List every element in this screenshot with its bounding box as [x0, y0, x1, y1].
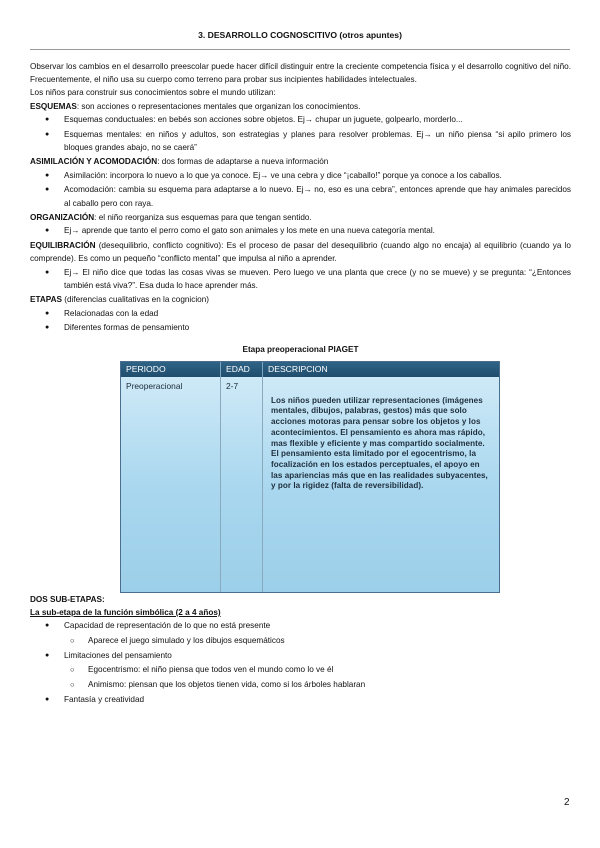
list-item: ● Esquemas mentales: en niños y adultos, son estrategias y planes para resolver problemas. Ej→ un niño piensa “si apilo primero los bloques grandes abajo, no se caerá”: [30, 128, 571, 154]
etapas-list: [30, 307, 571, 335]
subetapas-list: [30, 649, 571, 662]
organizacion-label: ORGANIZACIÓN: [30, 213, 95, 223]
cell-descripcion: [263, 377, 499, 592]
page-title: 3. DESARROLLO COGNOSCITIVO (otros apuntes): [198, 30, 402, 40]
sublist-item: ○ Egocentrismo: el niño piensa que todos ven el mundo como lo ve él: [30, 663, 571, 676]
equilibracion-text: (desequilibrio, conflicto cognitivo): Es el proceso de pasar del desequilibrio (cuando algo no encaja) al equilibrio (cuando ya lo comprende). Es como un pequeño “conflicto mental” que impulsa al niño a aprender.: [30, 241, 571, 264]
table-header: [121, 362, 499, 377]
list-item: ● Asimilación: incorpora lo nuevo a lo que ya conoce. Ej→ ve una cebra y dice “¡caballo!” porque ya conoce a los caballos.: [30, 169, 571, 182]
list-item: ● Ej→ El niño dice que todas las cosas vivas se mueven. Pero luego ve una planta que crece (y no se mueve) y se pregunta: “¿Entonces también está viva?”. Esa duda lo hace aprender más.: [30, 266, 571, 292]
equilibracion-definition: [30, 239, 571, 265]
esquemas-list: [30, 113, 571, 154]
subetapas-sublist: [30, 634, 571, 647]
asimilacion-label: ASIMILACIÓN Y ACOMODACIÓN: [30, 157, 158, 167]
organizacion-list: [30, 224, 571, 237]
subetapa-subheading: La sub-etapa de la función simbólica (2 a 4 años): [30, 607, 221, 617]
esquemas-text: : son acciones o representaciones mentales que organizan los conocimientos.: [76, 101, 361, 111]
intro-lead: Los niños para construir sus conocimientos sobre el mundo utilizan:: [30, 88, 276, 98]
header-divider: [30, 49, 570, 50]
etapas-label: ETAPAS: [30, 295, 62, 305]
esquemas-definition: [30, 100, 571, 113]
etapas-text: (diferencias cualitativas en la cognicion): [62, 295, 209, 305]
asimilacion-text: : dos formas de adaptarse a nueva información: [157, 157, 329, 167]
document-body: [30, 60, 571, 707]
piaget-stage-table: [120, 361, 500, 593]
header-edad: EDAD: [221, 362, 263, 377]
intro-paragraph: Observar los cambios en el desarrollo preescolar puede hacer difícil distinguir entre la creciente competencia física y el desarrollo cognitivo del niño. Frecuentemente, el niño usa su cuerpo como terreno para probar sus incipientes habilidades intelectuales.: [30, 62, 571, 85]
esquemas-label: ESQUEMAS: [30, 101, 77, 111]
table-row: [121, 377, 499, 592]
subetapas-list: [30, 619, 571, 632]
equilibracion-list: [30, 266, 571, 292]
figure-caption: Etapa preoperacional PIAGET: [242, 344, 359, 354]
list-item: ● Fantasía y creatividad: [30, 693, 571, 706]
list-item: ● Limitaciones del pensamiento: [30, 649, 571, 662]
organizacion-definition: [30, 211, 571, 224]
cell-periodo: Preoperacional: [121, 377, 221, 592]
list-item-text: Capacidad de representación de lo que no está presente: [64, 621, 271, 631]
equilibracion-label: EQUILIBRACIÓN: [30, 241, 96, 251]
header-descripcion: DESCRIPCION: [268, 363, 328, 374]
header-periodo: PERIODO: [121, 362, 221, 377]
subetapas-list: [30, 693, 571, 706]
subetapas-heading: DOS SUB-ETAPAS:: [30, 594, 105, 604]
list-item: ● Diferentes formas de pensamiento: [30, 321, 571, 334]
page-number: 2: [564, 797, 570, 808]
cell-edad: 2-7: [221, 377, 263, 592]
asimilacion-list: [30, 169, 571, 210]
list-item: ● Ej→ aprende que tanto el perro como el gato son animales y los mete en una nueva categoría mental.: [30, 224, 571, 237]
subetapas-sublist: [30, 663, 571, 691]
asimilacion-definition: [30, 155, 571, 168]
list-item: [30, 619, 571, 632]
sublist-item: ○ Animismo: piensan que los objetos tienen vida, como si los árboles hablaran: [30, 678, 571, 691]
organizacion-text: : el niño reorganiza sus esquemas para que tengan sentido.: [94, 213, 312, 223]
sublist-item: ○ Aparece el juego simulado y los dibujos esquemáticos: [30, 634, 571, 647]
list-item: ● Relacionadas con la edad: [30, 307, 571, 320]
list-item: ● Acomodación: cambia su esquema para adaptarse a lo nuevo. Ej→ no, eso es una cebra”, entonces aprende que hay animales parecidos al caballo pero con raya.: [30, 183, 571, 209]
etapas-definition: [30, 293, 571, 306]
descripcion-text: Los niños pueden utilizar representaciones (imágenes mentales, dibujos, palabras, gestos) más que solo acciones motoras para pensar sobre los objetos y los acontecimientos. El pensamiento es ahora mas rápido, mas flexible y eficiente y mas compartido socialmente. El pensamiento esta limitado por el egocentrismo, la focalización en los estados perceptuales, el apoyo en las apariencias más que en las realidades subyacentes, y por la rigidez (falta de reversibilidad).: [271, 395, 488, 491]
list-item: ● Esquemas conductuales: en bebés son acciones sobre objetos. Ej→ chupar un juguete, golpearlo, morderlo...: [30, 113, 571, 126]
